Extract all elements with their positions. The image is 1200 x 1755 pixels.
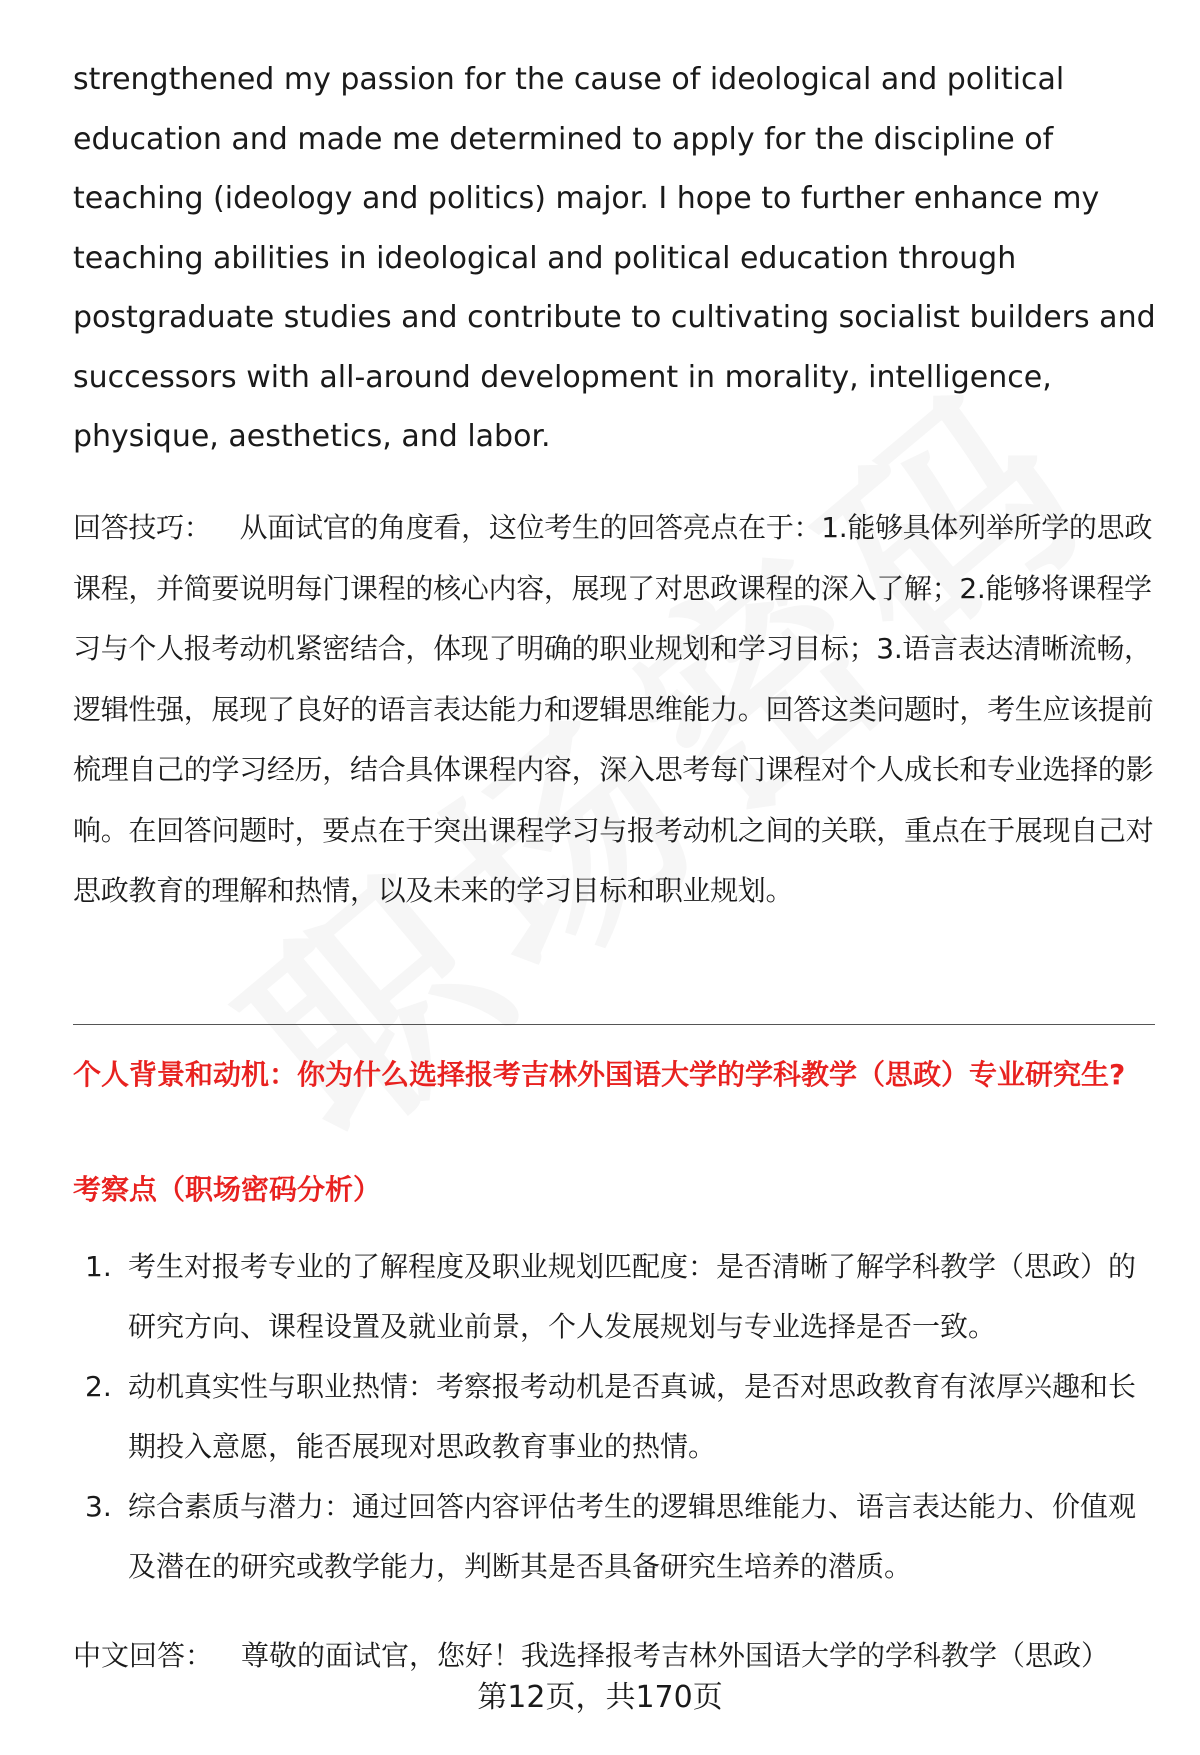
answer-tips: [73, 498, 1161, 922]
list-item: [73, 1477, 1163, 1597]
assessment-points-list: [73, 1237, 1163, 1597]
list-item-text: 考生对报考专业的了解程度及职业规划匹配度：是否清晰了解学科教学（思政）的研究方向、课程设置及就业前景，个人发展规划与专业选择是否一致。: [128, 1250, 1137, 1343]
question-heading: 个人背景和动机：你为什么选择报考吉林外国语大学的学科教学（思政）专业研究生?: [73, 1058, 1126, 1091]
list-item-text: 综合素质与潜力：通过回答内容评估考生的逻辑思维能力、语言表达能力、价值观及潜在的研究或教学能力，判断其是否具备研究生培养的潜质。: [128, 1490, 1137, 1583]
section-divider: [73, 1024, 1155, 1025]
answer-tips-label: 回答技巧：: [73, 511, 212, 544]
list-item: [73, 1357, 1163, 1477]
list-item: [73, 1237, 1163, 1357]
chinese-answer: [73, 1631, 1163, 1681]
list-item-number: 2.: [85, 1370, 112, 1403]
page-number: 第12页，共170页: [477, 1680, 723, 1715]
list-item-text: 动机真实性与职业热情：考察报考动机是否真诚，是否对思政教育有浓厚兴趣和长期投入意愿，能否展现对思政教育事业的热情。: [128, 1370, 1137, 1463]
list-item-number: 1.: [85, 1250, 112, 1283]
list-item-number: 3.: [85, 1490, 112, 1523]
answer-tips-text: 从面试官的角度看，这位考生的回答亮点在于：1.能够具体列举所学的思政课程，并简要说明每门课程的核心内容，展现了对思政课程的深入了解；2.能够将课程学习与个人报考动机紧密结合，体现了明确的职业规划和学习目标；3.语言表达清晰流畅，逻辑性强，展现了良好的语言表达能力和逻辑思维能力。回答这类问题时，考生应该提前梳理自己的学习经历，结合具体课程内容，深入思考每门课程对个人成长和专业选择的影响。在回答问题时，要点在于突出课程学习与报考动机之间的关联，重点在于展现自己对思政教育的理解和热情，以及未来的学习目标和职业规划。: [73, 511, 1154, 907]
chinese-answer-text: 尊敬的面试官，您好！我选择报考吉林外国语大学的学科教学（思政）: [241, 1639, 1110, 1672]
chinese-answer-label: 中文回答：: [73, 1639, 214, 1672]
english-paragraph: strengthened my passion for the cause of ideological and political education and made me determined to apply for the discipline of teaching (ideology and politics) major. I hope to further enhance my teaching abilities in ideological and political education through postgraduate studies and contribute to cultivating socialist builders and successors with all-around development in morality, intelligence, physique, aesthetics, and labor.: [73, 62, 1156, 454]
assessment-points-title: 考察点（职场密码分析）: [73, 1173, 382, 1206]
